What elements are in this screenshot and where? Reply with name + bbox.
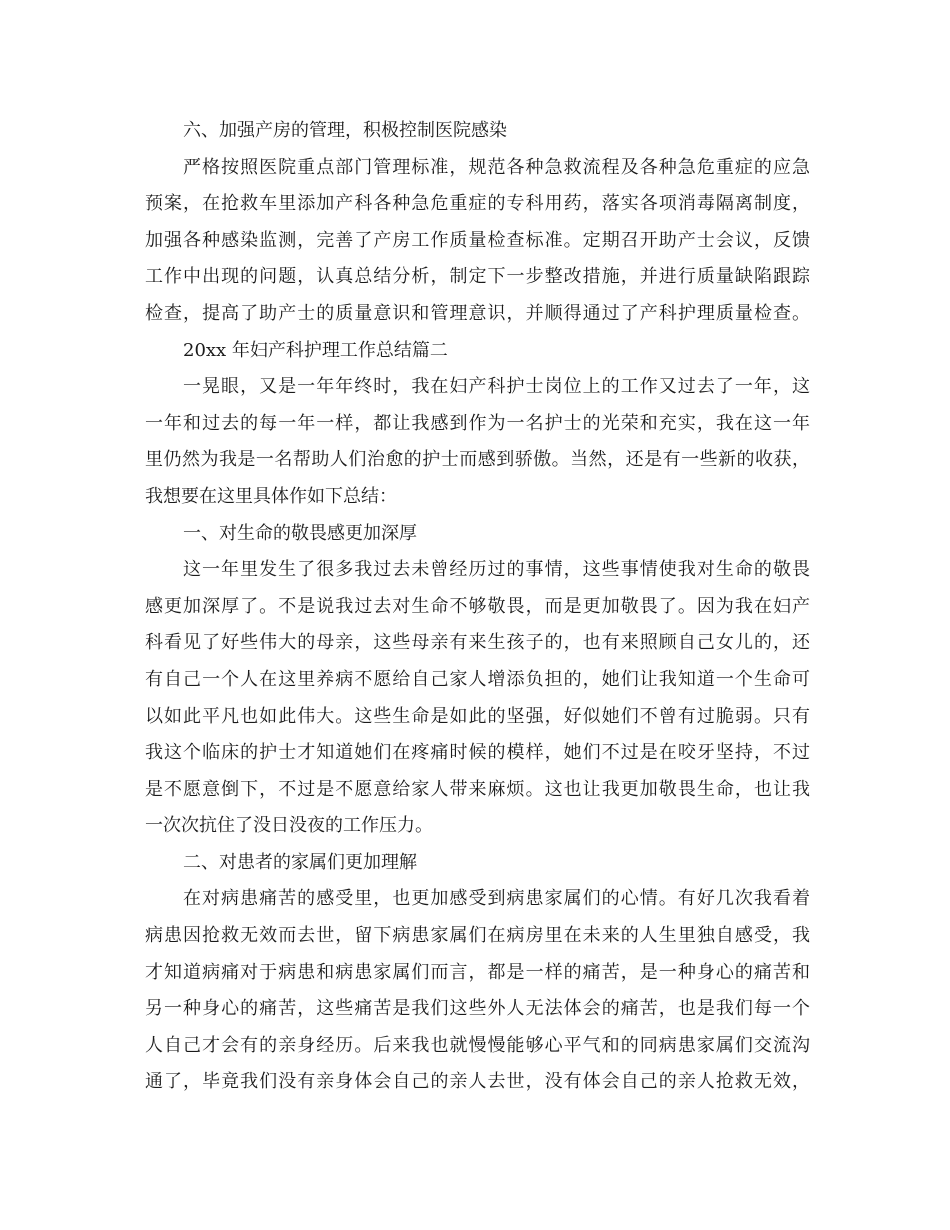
paragraph-line: 人自己才会有的亲身经历。后来我也就慢慢能够心平气和的同病患家属们交流沟 xyxy=(145,1034,810,1056)
paragraph-line: 科看见了好些伟大的母亲，这些母亲有来生孩子的，也有来照顾自己女儿的，还 xyxy=(145,632,810,654)
paragraph-line: 工作中出现的问题，认真总结分析，制定下一步整改措施，并进行质量缺陷跟踪 xyxy=(145,266,810,288)
paragraph-line: 有自己一个人在这里养病不愿给自己家人增添负担的，她们让我知道一个生命可 xyxy=(145,668,810,690)
paragraph-line: 以如此平凡也如此伟大。这些生命是如此的坚强，好似她们不曾有过脆弱。只有 xyxy=(145,705,810,727)
paragraph-line: 是不愿意倒下，不过是不愿意给家人带来麻烦。这也让我更加敬畏生命，也让我 xyxy=(145,778,810,800)
paragraph-line: 感更加深厚了。不是说我过去对生命不够敬畏，而是更加敬畏了。因为我在妇产 xyxy=(145,595,810,617)
paragraph-line: 我想要在这里具体作如下总结： xyxy=(145,485,397,507)
paragraph-line: 严格按照医院重点部门管理标准，规范各种急救流程及各种急危重症的应急 xyxy=(183,156,810,178)
paragraph-line: 里仍然为我是一名帮助人们治愈的护士而感到骄傲。当然，还是有一些新的收获， xyxy=(145,449,810,471)
paragraph-line: 一次次抗住了没日没夜的工作压力。 xyxy=(145,815,433,837)
paragraph-line: 加强各种感染监测，完善了产房工作质量检查标准。定期召开助产士会议，反馈 xyxy=(145,229,810,251)
document-subtitle: 20xx 年妇产科护理工作总结篇二 xyxy=(183,339,448,361)
paragraph-line: 我这个临床的护士才知道她们在疼痛时候的模样，她们不过是在咬牙坚持，不过 xyxy=(145,742,810,764)
paragraph-line: 一年和过去的每一年一样，都让我感到作为一名护士的光荣和充实，我在这一年 xyxy=(145,412,810,434)
document-body xyxy=(145,113,810,1101)
section-heading-respect-for-life: 一、对生命的敬畏感更加深厚 xyxy=(183,522,417,544)
paragraph-line: 才知道病痛对于病患和病患家属们而言，都是一样的痛苦，是一种身心的痛苦和 xyxy=(145,961,810,983)
paragraph-line: 预案，在抢救车里添加产科各种急危重症的专科用药，落实各项消毒隔离制度， xyxy=(145,193,810,215)
paragraph-line: 另一种身心的痛苦，这些痛苦是我们这些外人无法体会的痛苦，也是我们每一个 xyxy=(145,998,810,1020)
paragraph-line: 这一年里发生了很多我过去未曾经历过的事情，这些事情使我对生命的敬畏 xyxy=(183,559,810,581)
paragraph-line: 通了，毕竟我们没有亲身体会自己的亲人去世，没有体会自己的亲人抢救无效， xyxy=(145,1071,810,1093)
section-heading-strengthen-delivery-room: 六、加强产房的管理，积极控制医院感染 xyxy=(183,120,507,141)
section-heading-understanding-families: 二、对患者的家属们更加理解 xyxy=(183,851,417,873)
paragraph-line: 病患因抢救无效而去世，留下病患家属们在病房里在未来的人生里独自感受，我 xyxy=(145,925,810,947)
paragraph-line: 一晃眼，又是一年年终时，我在妇产科护士岗位上的工作又过去了一年，这 xyxy=(183,376,810,398)
paragraph-line: 在对病患痛苦的感受里，也更加感受到病患家属们的心情。有好几次我看着 xyxy=(183,888,810,910)
paragraph-line: 检查，提高了助产士的质量意识和管理意识，并顺得通过了产科护理质量检查。 xyxy=(145,302,810,324)
